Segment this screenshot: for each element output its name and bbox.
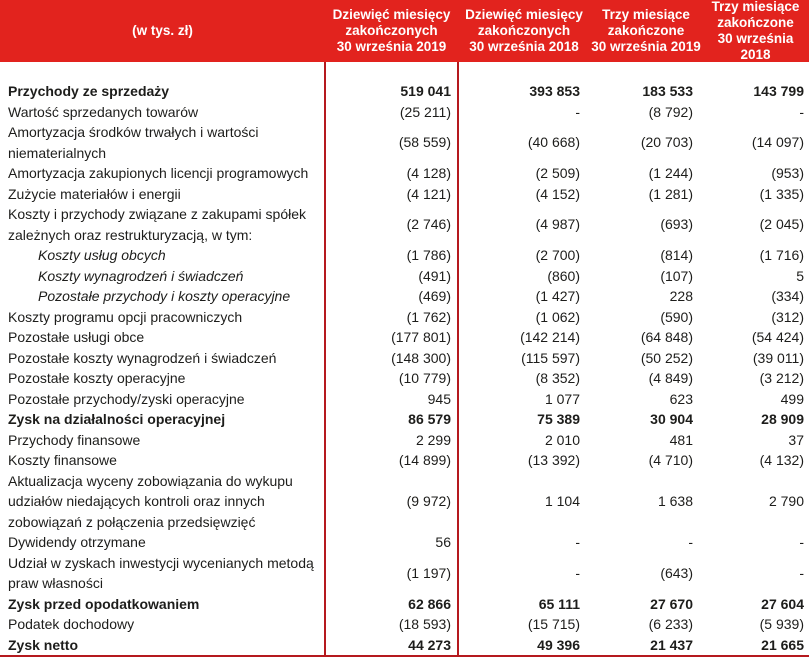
- row-value: (2 746): [406, 216, 451, 233]
- row-label: Aktualizacja wyceny zobowiązania do wykupu udziałów niedających kontroli oraz innych zobowiązań z połączenia przedsięwzięć: [8, 472, 293, 530]
- header-line: Trzy miesiące: [711, 0, 800, 14]
- row-value: 44 273: [408, 636, 451, 653]
- table-row: [0, 532, 809, 553]
- header-line: Dziewięć miesięcy: [465, 7, 583, 22]
- row-value: (148 300): [391, 349, 451, 366]
- row-value: (814): [660, 247, 693, 263]
- row-value: 49 396: [537, 636, 580, 653]
- row-value: (1 281): [648, 185, 693, 202]
- column-divider-right: [457, 62, 459, 657]
- table-row: [0, 184, 809, 205]
- row-value: 228: [669, 288, 693, 304]
- row-value: 86 579: [408, 411, 451, 427]
- row-value: (4 128): [406, 165, 451, 181]
- row-value: 2 790: [768, 493, 804, 509]
- row-value: (4 132): [759, 452, 804, 468]
- table-row: [0, 81, 809, 102]
- row-label: Zysk netto: [8, 636, 79, 653]
- row-value: 183 533: [642, 83, 693, 99]
- row-value: (2 509): [535, 165, 580, 181]
- row-value: (1 716): [759, 247, 804, 263]
- row-value: -: [799, 534, 804, 550]
- row-value: -: [575, 534, 580, 550]
- row-value: (1 335): [759, 185, 804, 202]
- row-value: (64 848): [640, 329, 693, 345]
- table-row: [0, 389, 809, 410]
- table-row: [0, 266, 809, 287]
- row-value: (2 045): [759, 216, 804, 233]
- row-label: Wartość sprzedanych towarów: [8, 103, 199, 120]
- table-row: [0, 348, 809, 369]
- row-value: (860): [547, 267, 580, 284]
- row-value: (1 427): [535, 288, 580, 304]
- header-line: 30 września 2018: [717, 31, 794, 62]
- row-label: Amortyzacja środków trwałych i wartości niematerialnych: [8, 124, 259, 161]
- table-row: [0, 163, 809, 184]
- row-value: (469): [418, 288, 451, 304]
- row-value: 945: [427, 390, 451, 407]
- header-line: 30 września 2019: [591, 39, 701, 54]
- row-value: (39 011): [752, 349, 804, 366]
- row-value: (491): [418, 267, 451, 284]
- header-col-9m-2018: [458, 0, 590, 62]
- row-label: Amortyzacja zakupionych licencji programowych: [8, 165, 309, 181]
- row-value: (1 197): [406, 564, 451, 581]
- row-value: 21 437: [650, 636, 693, 653]
- row-label: Zużycie materiałów i energii: [8, 185, 181, 202]
- row-value: (4 121): [406, 185, 451, 202]
- row-value: (40 668): [527, 134, 580, 151]
- table-header: [0, 0, 809, 62]
- row-value: 2 010: [544, 431, 580, 448]
- table-row: [0, 368, 809, 389]
- row-label: Pozostałe przychody i koszty operacyjne: [38, 288, 291, 304]
- row-value: 56: [435, 534, 451, 550]
- table-row: [0, 122, 809, 163]
- row-value: 623: [669, 390, 693, 407]
- header-col-3m-2019: [590, 0, 702, 62]
- row-value: (1 786): [406, 247, 451, 263]
- row-label: Zysk na działalności operacyjnej: [8, 411, 226, 427]
- row-value: 519 041: [400, 83, 451, 99]
- table-row: [0, 286, 809, 307]
- row-value: (590): [660, 308, 693, 325]
- row-value: -: [799, 564, 804, 581]
- row-value: (1 062): [535, 308, 580, 325]
- row-label: Pozostałe koszty wynagrodzeń i świadczeń: [8, 349, 277, 366]
- row-value: (13 392): [527, 452, 580, 468]
- row-value: (953): [771, 165, 804, 181]
- row-label: Koszty wynagrodzeń i świadczeń: [38, 267, 244, 284]
- table-body: [0, 62, 809, 655]
- row-value: 27 604: [761, 595, 804, 612]
- row-value: 5: [796, 267, 804, 284]
- row-value: 481: [669, 431, 693, 448]
- row-value: 30 904: [650, 411, 693, 427]
- row-value: (14 899): [398, 452, 451, 468]
- row-value: (334): [771, 288, 804, 304]
- header-line: zakończonych: [345, 23, 438, 38]
- row-value: 37: [788, 431, 804, 448]
- row-label: Dywidendy otrzymane: [8, 534, 146, 550]
- header-line: Dziewięć miesięcy: [332, 7, 451, 22]
- table-row: [0, 635, 809, 656]
- row-value: 65 111: [538, 595, 580, 612]
- row-value: (8 352): [535, 370, 580, 386]
- row-value: (115 597): [521, 349, 580, 366]
- row-value: (142 214): [520, 329, 580, 345]
- table-row: [0, 430, 809, 451]
- header-line: 30 września 2019: [336, 39, 447, 54]
- row-value: (693): [660, 216, 693, 233]
- unit-label: (w tys. zł): [132, 23, 193, 38]
- table-row: [0, 553, 809, 594]
- row-value: (3 212): [759, 370, 804, 386]
- row-value: (4 849): [648, 370, 693, 386]
- row-value: -: [575, 103, 580, 120]
- row-label: Koszty i przychody związane z zakupami spółek zależnych oraz restrukturyzacją, w tym:: [8, 206, 307, 243]
- row-label: Pozostałe koszty operacyjne: [8, 370, 186, 386]
- row-value: (25 211): [399, 103, 451, 120]
- row-label: Przychody finansowe: [8, 431, 141, 448]
- row-value: -: [688, 534, 693, 550]
- row-value: (2 700): [535, 247, 580, 263]
- row-value: (9 972): [406, 493, 451, 509]
- row-value: 1 638: [657, 493, 693, 509]
- row-value: (4 987): [535, 216, 580, 233]
- row-value: (177 801): [391, 329, 451, 345]
- row-label: Zysk przed opodatkowaniem: [8, 595, 200, 612]
- header-line: zakończonych: [477, 23, 571, 38]
- row-value: 1 077: [544, 390, 580, 407]
- column-divider-left: [324, 62, 326, 657]
- row-value: (54 424): [751, 329, 804, 345]
- row-value: (6 233): [648, 616, 693, 632]
- row-value: 62 866: [408, 595, 451, 612]
- row-label: Koszty usług obcych: [38, 247, 166, 263]
- row-value: -: [799, 103, 804, 120]
- header-line: Trzy miesiące: [602, 7, 690, 22]
- table-row: [0, 471, 809, 533]
- row-value: (58 559): [398, 134, 451, 151]
- row-label: Pozostałe przychody/zyski operacyjne: [8, 390, 245, 407]
- row-value: (8 792): [648, 103, 693, 120]
- row-value: (1 244): [648, 165, 693, 181]
- row-value: 393 853: [529, 83, 580, 99]
- row-value: 2 299: [415, 431, 451, 448]
- row-value: (50 252): [640, 349, 693, 366]
- row-value: (643): [660, 564, 693, 581]
- row-value: 499: [780, 390, 804, 407]
- row-value: (5 939): [759, 616, 804, 632]
- row-value: (14 097): [751, 134, 804, 151]
- row-label: Koszty programu opcji pracowniczych: [8, 308, 243, 325]
- row-value: (18 593): [398, 616, 451, 632]
- row-value: (107): [660, 267, 693, 284]
- table-row: [0, 327, 809, 348]
- header-line: zakończone: [607, 23, 685, 38]
- row-value: 21 665: [761, 636, 804, 653]
- row-value: (312): [771, 308, 804, 325]
- header-line: 30 września 2018: [469, 39, 579, 54]
- row-value: (10 779): [398, 370, 451, 386]
- row-value: (20 703): [640, 134, 693, 151]
- table-row: [0, 102, 809, 123]
- row-label: Pozostałe usługi obce: [8, 329, 145, 345]
- row-label: Koszty finansowe: [8, 452, 117, 468]
- table-row: [0, 594, 809, 615]
- table-row: [0, 204, 809, 245]
- table-row: [0, 450, 809, 471]
- row-label: Udział w zyskach inwestycji wycenianych metodą praw własności: [8, 554, 314, 591]
- header-col-9m-2019: [325, 0, 458, 62]
- row-value: -: [575, 564, 580, 581]
- header-unit-cell: [0, 0, 325, 62]
- row-value: 75 389: [537, 411, 580, 427]
- row-value: 143 799: [753, 83, 804, 99]
- row-label: Przychody ze sprzedaży: [8, 83, 170, 99]
- row-value: (4 152): [535, 185, 580, 202]
- row-value: (4 710): [648, 452, 693, 468]
- row-value: 1 104: [544, 493, 580, 509]
- header-col-3m-2018: [702, 0, 809, 62]
- table-row: [0, 614, 809, 635]
- row-value: 28 909: [761, 411, 804, 427]
- row-value: (15 715): [527, 616, 580, 632]
- header-line: zakończone: [717, 15, 794, 30]
- row-value: (1 762): [406, 308, 451, 325]
- table-row: [0, 307, 809, 328]
- table-row: [0, 245, 809, 266]
- row-label: Podatek dochodowy: [8, 616, 135, 632]
- row-value: 27 670: [650, 595, 693, 612]
- table-row: [0, 409, 809, 430]
